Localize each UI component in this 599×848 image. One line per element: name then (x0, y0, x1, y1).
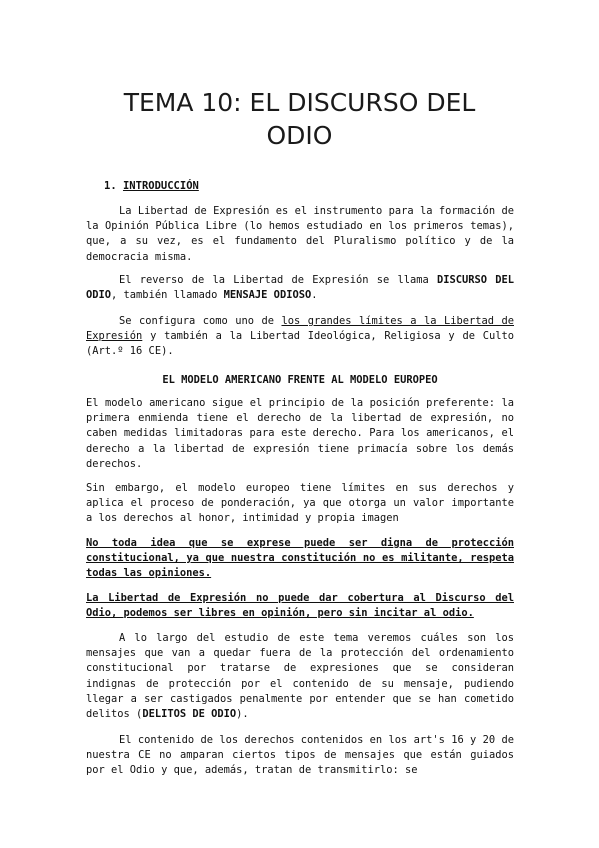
section-number: 1. (104, 180, 117, 192)
section-heading-introduccion (104, 180, 199, 192)
section-heading-text: INTRODUCCIÓN (122, 180, 199, 192)
p2-bold-mensaje: MENSAJE ODIOSO (223, 289, 312, 302)
p2-text-end: . (311, 289, 318, 302)
p3-underlined: los grandes límites a la Libertad de Expresión (86, 315, 514, 343)
paragraph-libertad-no-cobertura: La Libertad de Expresión no puede dar cobertura al Discurso del Odio, podemos ser libres en opinión, pero sin incitar al odio. (86, 592, 514, 620)
p8-bold-delitos: DELITOS DE ODIO (142, 708, 237, 721)
paragraph-modelo-europeo: Sin embargo, el modelo europeo tiene límites en sus derechos y aplica el proceso de ponderación, ya que otorga un valor importante a los derechos al honor, intimidad y propia imagen (86, 482, 514, 525)
p2-bold-discurso: DISCURSO DEL ODIO (86, 274, 514, 302)
paragraph-contenido-derechos: El contenido de los derechos contenidos en los art's 16 y 20 de nuestra CE no amparan ciertos tipos de mensajes que están guiados por el Odio y que, además, tratan de transmitirlo: se (86, 734, 514, 777)
paragraph-modelo-americano: El modelo americano sigue el principio de la posición preferente: la primera enmienda tiene el derecho de la libertad de expresión, no caben medidas limitadoras para este derecho. Para los americanos, el derecho a la libertad de expresión tiene primacía sobre los demás derechos. (86, 397, 514, 470)
paragraph-estudio-tema (86, 631, 514, 722)
p2-text-before: El reverso de la Libertad de Expresión se llama (119, 274, 437, 286)
p8-text-before: A lo largo del estudio de este tema veremos cuáles son los mensajes que van a quedar fuera de la protección del ordenamiento constitucional por tratarse de expresiones que se consideran indignas de protección por el contenido de su mensaje, pudiendo llegar a ser castigados penalmente por entender que se han cometido delitos ( (86, 632, 514, 721)
paragraph-no-toda-idea: No toda idea que se exprese puede ser digna de protección constitucional, ya que nuestra constitución no es militante, respeta todas las opiniones. (86, 537, 514, 580)
paragraph-libertad-expresion: La Libertad de Expresión es el instrumento para la formación de la Opinión Pública Libre (lo hemos estudiado en los primeros temas), que, a su vez, es el fundamento del Pluralismo político y de la democracia misma. (86, 205, 514, 263)
p2-text-middle: , también llamado (111, 289, 224, 302)
paragraph-reverso (86, 273, 514, 303)
subheading-modelos: EL MODELO AMERICANO FRENTE AL MODELO EUROPEO (162, 374, 438, 386)
paragraph-limites (86, 314, 514, 360)
page-title (0, 86, 599, 152)
title-line-1: TEMA 10: EL DISCURSO DEL (123, 88, 476, 117)
title-line-2: ODIO (266, 121, 333, 150)
p8-text-after: ). (236, 708, 249, 721)
p3-text-before: Se configura como uno de (119, 315, 282, 327)
p3-text-after: y también a la Libertad Ideológica, Religiosa y de Culto (Art.º 16 CE). (86, 330, 514, 358)
